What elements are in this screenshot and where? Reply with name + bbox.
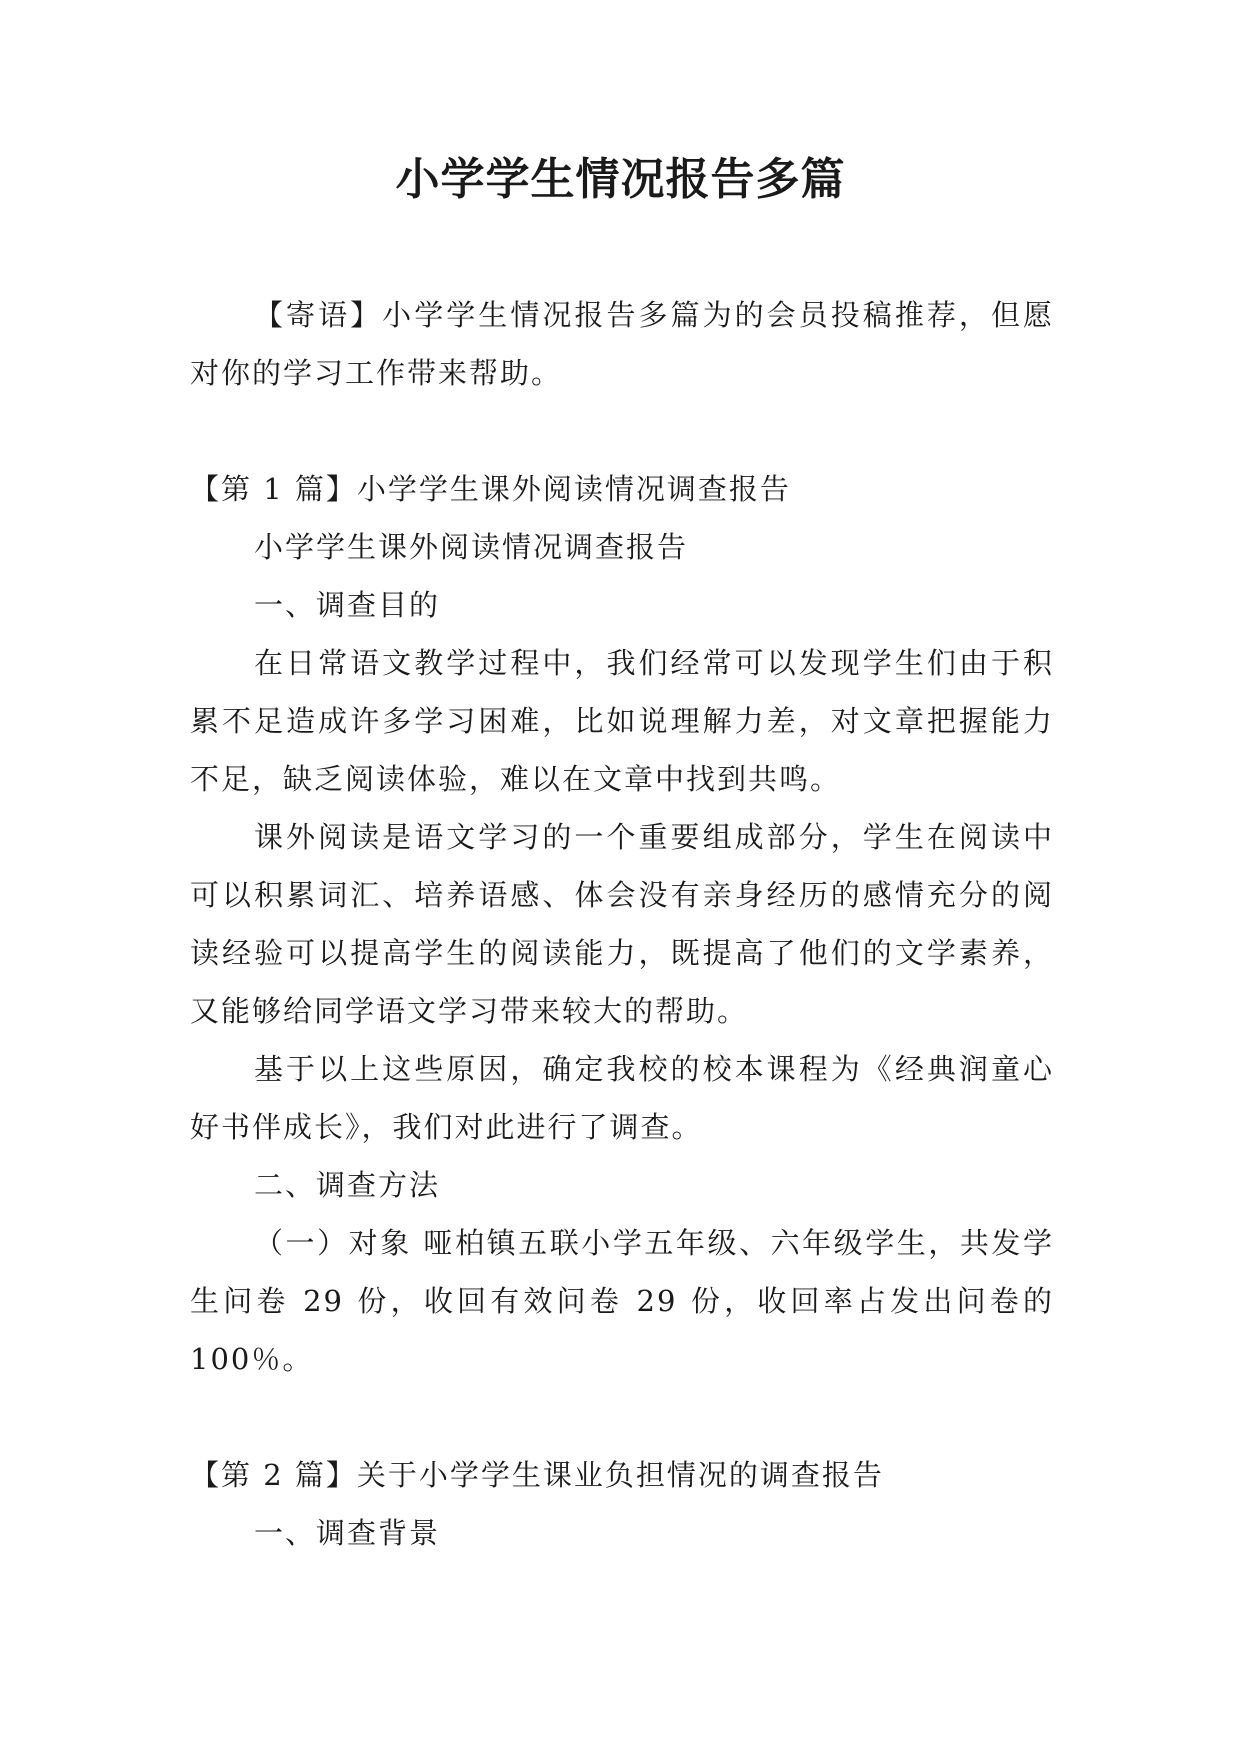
article1-heading: 【第 1 篇】小学学生课外阅读情况调查报告 (190, 472, 791, 506)
article1-paragraph2: 课外阅读是语文学习的一个重要组成部分，学生在阅读中可以积累词汇、培养语感、体会没有亲身经历的感情充分的阅读经验可以提高学生的阅读能力，既提高了他们的文学素养，又能够给同学语文学习带来较大的帮助。 (190, 820, 1054, 1028)
spacer (190, 402, 1054, 460)
document-title: 小学学生情况报告多篇 (395, 154, 846, 205)
intro-paragraph: 【寄语】小学学生情况报告多篇为的会员投稿推荐，但愿对你的学习工作带来帮助。 (190, 298, 1054, 390)
article1-paragraph4: （一）对象 哑柏镇五联小学五年级、六年级学生，共发学生问卷 29 份，收回有效问卷 29 份，收回率占发出问卷的 100％。 (190, 1226, 1054, 1376)
article1-subtitle: 小学学生课外阅读情况调查报告 (254, 530, 689, 564)
article1-section1-heading: 一、调查目的 (254, 588, 441, 622)
article1-paragraph3: 基于以上这些原因，确定我校的校本课程为《经典润童心 好书伴成长》，我们对此进行了调查。 (190, 1052, 1054, 1144)
document-body (190, 286, 1054, 1562)
article2-heading: 【第 2 篇】关于小学学生课业负担情况的调查报告 (190, 1458, 884, 1492)
article2-section1-heading: 一、调查背景 (254, 1516, 441, 1550)
spacer (190, 1388, 1054, 1446)
article1-section2-heading: 二、调查方法 (254, 1168, 441, 1202)
article1-paragraph1: 在日常语文教学过程中，我们经常可以发现学生们由于积累不足造成许多学习困难，比如说理解力差，对文章把握能力不足，缺乏阅读体验，难以在文章中找到共鸣。 (190, 646, 1054, 796)
